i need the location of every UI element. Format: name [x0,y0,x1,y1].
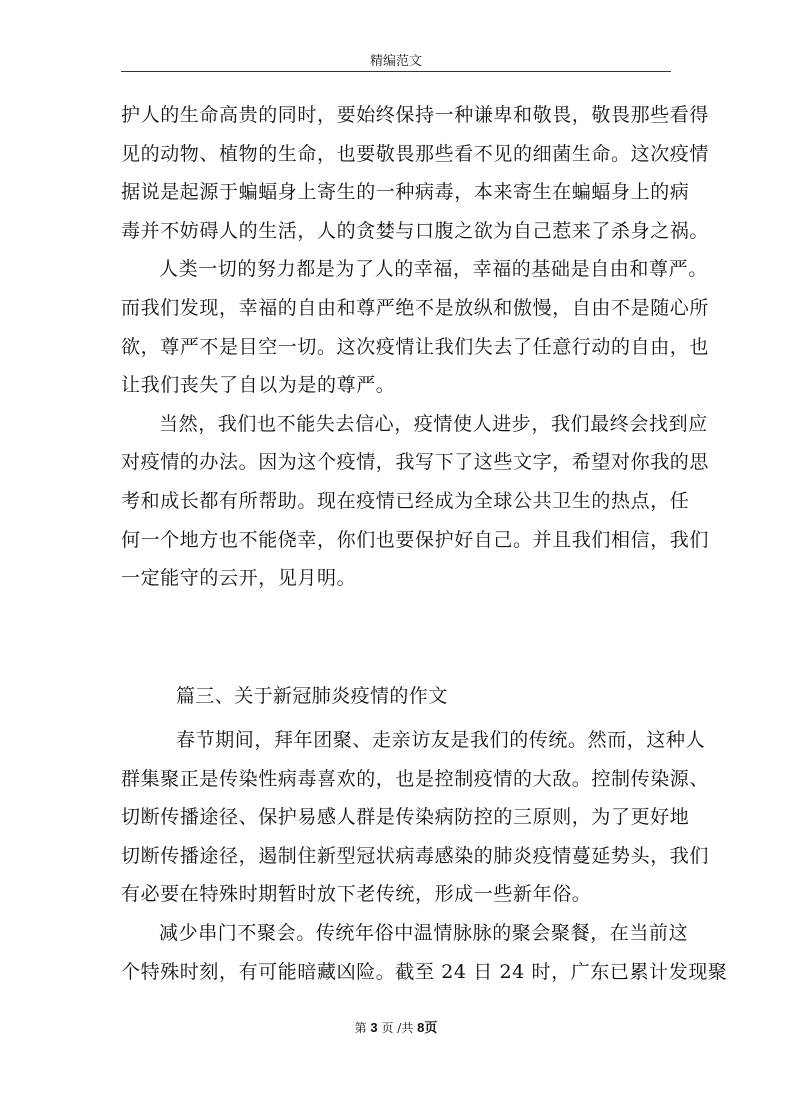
text-line: 当然，我们也不能失去信心，疫情使人进步，我们最终会找到应 [159,412,708,435]
body-text-lower [121,721,728,991]
text-line: 护人的生命高贵的同时，要始终保持一种谦卑和敬畏，敬畏那些看得 [121,104,710,126]
total-page-number: 8 [417,1020,425,1035]
footer-prefix: 第 [354,1021,367,1035]
page-footer [0,1020,792,1036]
text-line: 考和成长都有所帮助。现在疫情已经成为全球公共卫生的热点，任 [121,489,690,512]
text-line: 何一个地方也不能侥幸，你们也要保护好自己。并且我们相信，我们 [121,528,710,551]
text-line: 据说是起源于蝙蝠身上寄生的一种病毒，本来寄生在蝙蝠身上的病 [121,181,690,204]
text-line: 让我们丧失了自以为是的尊严。 [121,374,396,397]
text-line: 切断传播途径、保护易感人群是传染病防控的三原则，为了更好地 [121,806,690,829]
text-line: 个特殊时刻，有可能暗藏凶险。截至 24 日 24 时，广东已累计发现聚 [121,960,728,983]
section-heading: 篇三、关于新冠肺炎疫情的作文 [176,685,448,707]
text-line: 见的动物、植物的生命，也要敬畏那些看不见的细菌生命。这次疫情 [121,142,710,165]
footer-suffix: 页 [424,1020,438,1035]
text-line: 欲，尊严不是目空一切。这次疫情让我们失去了任意行动的自由，也 [121,335,710,358]
text-line: 群集聚正是传染性病毒喜欢的，也是控制疫情的大敌。控制传染源、 [121,767,710,790]
footer-middle: 页 /共 [381,1021,414,1035]
body-text-upper [121,96,710,598]
text-line: 切断传播途径，遏制住新型冠状病毒感染的肺炎疫情蔓延势头，我们 [121,844,710,867]
text-line: 而我们发现，幸福的自由和尊严绝不是放纵和傲慢，自由不是随心所 [121,296,710,319]
text-line: 有必要在特殊时期暂时放下老传统，形成一些新年俗。 [121,883,592,906]
text-line: 春节期间，拜年团聚、走亲访友是我们的传统。然而，这种人 [176,729,706,751]
current-page-number: 3 [370,1020,378,1035]
text-line: 毒并不妨碍人的生活，人的贪婪与口腹之欲为自己惹来了杀身之祸。 [121,219,710,242]
page-header: 精编范文 [369,54,422,69]
text-line: 人类一切的努力都是为了人的幸福，幸福的基础是自由和尊严。 [159,258,708,281]
text-line: 减少串门不聚会。传统年俗中温情脉脉的聚会聚餐，在当前这 [159,921,689,944]
header-divider [121,71,671,72]
text-line: 一定能守的云开，见月明。 [121,567,357,590]
text-line: 对疫情的办法。因为这个疫情，我写下了这些文字，希望对你我的思 [121,451,710,474]
